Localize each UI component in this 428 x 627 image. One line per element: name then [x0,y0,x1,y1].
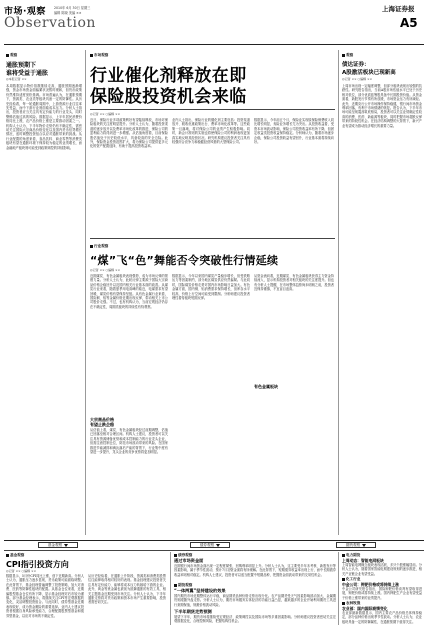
nav-futures-label: 期货观察 [345,543,361,547]
bottom-left-tag-label: 基金观察 [10,553,25,557]
middle-subhead-1: 大宗商品价格 [90,417,114,422]
bottom-right-tag-2-label: 化工行业 [346,577,361,581]
middle-subhead-2: 有望止跌企稳 [90,422,114,427]
right-col-subtitle: A股激活板块已现新高 [342,70,396,76]
bottom-mid-body-2: 国内期货市场近期整体运行平稳，商品期货品种价格走势出现分化。农产品期货受天气因素影响波动加大，金属期货则跟随外盘走势。分析人士认为，期货市场服务实体经济的功能日益凸显，越来越多的企业开始利用期货工具进行套期保值，规避价格波动风险。 [174,594,336,607]
bottom-left-byline: ◎记者 ×× ○编辑 ×× [6,569,37,573]
bottom-mid-title: 通过市场资金面 [174,558,204,563]
main-body-1: 近日，保险行业多项政策利好有望陆续释放，市场对保险板块的关注度明显提升。分析人士认为，随着投资渠道的逐步放开以及费率市场化改革的推进，保险公司的盈利能力将得到进一步增强。从估值角度看，目前保险股估值处于历史较低水平，具备较高的安全边际。此外，保险资金投资范围扩大，将为保险公司提供更多元化的资产配置选择，有助于提高投资收益率。 [90,118,168,149]
left-col-tag-label: 观察 [10,53,18,57]
bottom-right-tag-3-label: 农林牧渔 [346,601,361,605]
right-col-tag [342,53,353,58]
page-number: A5 [400,16,418,30]
bottom-mid-body-1: 近期银行间市场资金面出现一定程度紧张，回购利率明显上升。分析人士认为，这主要受半年末考核、新股发行等因素影响，属于季节性波动，预计7月初资金面将有所缓解。在此背景下，短期债券收益率出现上行，而中长期债券收益率则相对稳定。机构人士建议，投资者可以适当配置中短期品种，把握资金面波动带来的交易性机会。 [174,564,336,577]
bottom-left-title: CPI指引投资方向 [6,560,69,569]
right-col-title: 债达证券： [342,62,370,68]
main-tag [90,53,108,58]
date-line: 2010年 6月 30日 星期三 [54,6,91,10]
middle-tag-label: 行业观察 [94,244,109,248]
bottom-mid-tag-2-label: 期货观察 [178,583,193,587]
nav-fund-label: 基金观察 [47,543,63,547]
main-headline-1: 行业催化剂释放在即 [90,66,247,86]
masthead [4,4,424,44]
col-divider-1 [85,50,86,535]
right-col-tag-label: 观察 [346,53,354,57]
bottom-left-tag [6,553,24,558]
middle-story-rule [90,238,335,239]
right-col-body: 上周市场出现一定幅度调整，但部分板块表现出较强的抗跌性。研究报告指出，当前A股市场估值水平已处于历史相对低位，部分优质蓝筹股具备中长期投资价值。从资金面看，新股发行节奏有所放缓，市场资金压力有所减轻。此外，近期央行公开市场操作保持稳健，银行间市场资金利率回落，有利于市场情绪的恢复。报告认为，下半年市场可能呈现震荡筑底格局，投资者可以关注业绩确定性较高的消费、医药、新能源等板块，同时把握市场超跌反弹带来的阶段性机会。在经济结构调整的大背景下，新兴产业有望成为推动经济增长的重要力量。 [342,84,422,128]
editor-line: 编辑 陈晓 美编 ×× [54,11,82,15]
bottom-mid-body-3: 展望下半年，期货市场将继续受宏观经济、政策调控以及国际市场等多重因素影响。分析师建议投资者密切关注宏观数据变化，合理控制风险，把握结构性机会。 [174,615,336,624]
nav-fund[interactable] [38,542,78,548]
bottom-right-title-3: 农业部：国内国际商情变化 [342,606,388,611]
bottom-right-title-1: 上周动态：智能电网板块 [342,558,384,563]
middle-subhead-3: 有色金属板块 [254,384,278,389]
bottom-mid-tag-label: 债券观察 [178,553,193,557]
middle-body-4: 从资金流向看，近期煤炭、有色金属板块获得主力资金持续流入，显示机构投资者对相关板块的关注度提升。但也有分析人士提醒，在市场整体趋势尚未明朗之前，投资者宜保持谨慎，不宜盲目追高。 [254,274,334,292]
section-title: 市场·观察 [4,7,46,17]
nav-rule [4,540,424,541]
bottom-right-tag-1-label: 电力期货 [346,553,361,557]
section-title-en: Observation [4,15,96,31]
bottom-mid-title-3: “一体两翼”坚持建设的效果 [174,588,226,593]
main-body-2: 业内人士指出，保险行业的催化剂主要包括：投资渠道放开、税收优惠政策出台、费率市场化改革等。这些政策一旦落地，将对保险公司的业绩产生积极影响。同时，新会计准则的实施也将使保险公司的利润表现更加真实地反映其经营状况。研究机构建议投资者关注具有较强综合竞争力和稳健经营风格的大型保险公司。 [172,118,250,145]
main-byline: ◎记者 ×× ○编辑 ×× [90,112,121,116]
bottom-right-title-2: 中金公司：钾肥价格或将持续上涨 [342,582,399,587]
right-col-byline: ◎记者 ×× ○编辑 ×× [342,77,373,81]
bottom-left-body-1: 数据显示，5月份CPI同比上涨，创下近期新高。分析人士认为，通胀压力逐步显现，货币政策可能面临调整。在此背景下，基金经理普遍调整了投资策略，加大对消费、医药等防御性板块的配置。从基金仓位来看，近期偏股型基金仓位有所下降，显示基金经理对后市较为谨慎。部分基金经理表示，将继续关注CPI等宏观数据的变化，灵活调整投资组合。与此同时，债券型基金近期表现较好，成为资金避险的重要选择。业内人士建议投资者根据自身风险承受能力，合理配置股票型基金和债券型基金，以应对市场的不确定性。 [6,574,84,618]
left-col-title: 通胀预期下 [6,62,37,69]
middle-body-2: 从估值上看，煤炭、有色金属板块经过前期调整，估值已回落至相对合理区间。机构人士建议，投资者可以关注具有资源储备优势和成本控制能力的行业龙头企业，但需注意控制仓位，防范市场波动带来的风险。在国家推进节能减排和淘汰落后产能的背景下，行业集中度有望进一步提升，龙头企业的竞争优势将更加明显。 [90,428,168,455]
nav-bond[interactable] [190,542,230,548]
main-body-3: 数据显示，今年前五个月，保险业实现原保险保费收入同比增长明显，寿险业务增长尤为突出。从投资收益看，受资本市场波动影响，保险公司投资收益率有所下降，但固定收益类投资收益保持稳定。分析师认为，随着市场逐步企稳，保险公司投资收益有望回升，行业基本面将持续向好。 [254,118,334,145]
main-headline-2: 保险股投资机会来临 [90,87,247,107]
col-divider-4 [338,552,339,625]
col-divider-2 [338,50,339,535]
middle-headline: “煤”飞“色”舞能否令突破性行情延续 [90,254,279,267]
main-tag-label: 市场观察 [94,53,109,57]
bottom-mid-title-4: 下半年期货走势预测 [174,609,212,614]
main-headline-rule [90,109,335,110]
chevron-down-icon [362,544,366,547]
bottom-right-body-1: 上周智能电网概念板块表现活跃，多只个股涨幅居前。分析人士认为，随着国家智能电网建设规划的逐步推进，相关产业链企业有望受益。 [342,563,422,576]
chevron-down-icon [216,544,220,547]
middle-body-3: 数据显示，今年以来国内煤炭产量稳步增长，但受铁路运力等因素制约，部分地区煤炭供应仍然偏紧。与此同时，国际煤炭价格走势对国内市场影响日益加大。有色金属方面，国内铜、铝消费需求保持增长，但库存水平较高，价格上行空间可能受到限制。分析师建议投资者理性看待板块短期反弹。 [172,274,250,301]
paper-name: 上海证券报 [382,5,415,13]
nav-rule-bottom [4,550,424,551]
bottom-right-body-3: 农业部最新数据显示，国内主要农产品价格总体保持稳定，部分品种价格出现季节性波动。分析人士认为，农业板块具备一定的防御属性，在通胀预期下值得关注。 [342,611,422,624]
col-divider-3 [170,552,171,625]
nav-futures[interactable] [336,542,376,548]
left-col-byline: ◎本报记者 ×× [6,77,27,81]
nav-bond-label: 债券观察 [199,543,215,547]
middle-tag [90,244,108,249]
masthead-rule [4,44,424,45]
chevron-down-icon [64,544,68,547]
left-col-body: 本周数据显示物价指数继续走高，通胀预期逐渐增强，资金市场资金面偏紧状况暂时缓和，但货币政策仍然维持适度宽松基调。市场普遍认为，在通胀预期下，资源类、农业类等板块具备一定的防御性。从历史经验看，每一轮通胀周期中，上游资源行业往往率先受益，而中下游行业则面临成本压力。分析人士指出，投资者应当关注具有定价能力的行业龙头，同时警惕估值过高的风险。数据显示，上半年居民消费价格同比上涨，农产品价格上涨是主要推动因素之一。机构人士认为，下半年物价走势仍有不确定性，需密切关注国际大宗商品价格变化以及国内货币信贷增长情况，适时调整投资组合以应对通胀带来的挑战。从行业配置的角度来看，食品饮料、商业零售等消费类板块有望在通胀环境下保持较为稳定的业绩增长，而金融地产板块则可能受到政策调控的持续影响。 [6,84,82,150]
middle-body-1: 近期煤炭、有色金属板块表现强势，成为市场反弹的领涨力量。分析人士认为，此轮反弹主要源于国际大宗商品价格企稳回升以及国内相关行业基本面的改善。从煤炭行业来看，随着夏季用电高峰的临近，电煤需求有望回暖，煤炭价格有望保持坚挺。从有色金属行业来看，国际铜、铝等金属价格近期出现反弹，带动相关上市公司股价走强。不过，也有机构认为，当前宏观经济仍存在不确定性，周期类板块的持续性有待观察。 [90,274,168,309]
left-col-tag [6,53,17,58]
bottom-right-body-2: 中金公司研究报告指出，国际钾肥价格谈判有望取得进展，钾肥价格或将持续上涨。国内钾肥生产企业有望受益于价格上涨带来的业绩提升。 [342,587,422,600]
bottom-left-body-2: 从历史经验看，在通胀上升阶段，资源类和消费类股票往往能够取得相对较好的表现。基金经理建议投资者关注具有定价能力、能够将成本压力转嫁给下游的企业。此外，黄金等贵金属也被视为抵御通胀的有效工具，相关主题基金近期受到市场关注。分析人士认为，下半年通胀走势将对货币政策和资本市场产生重要影响，投资者需密切关注。 [88,574,166,605]
left-col-subtitle: 谁将受益于通胀 [6,70,49,77]
middle-byline: ◎记者 ×× ○编辑 ×× [90,268,121,272]
